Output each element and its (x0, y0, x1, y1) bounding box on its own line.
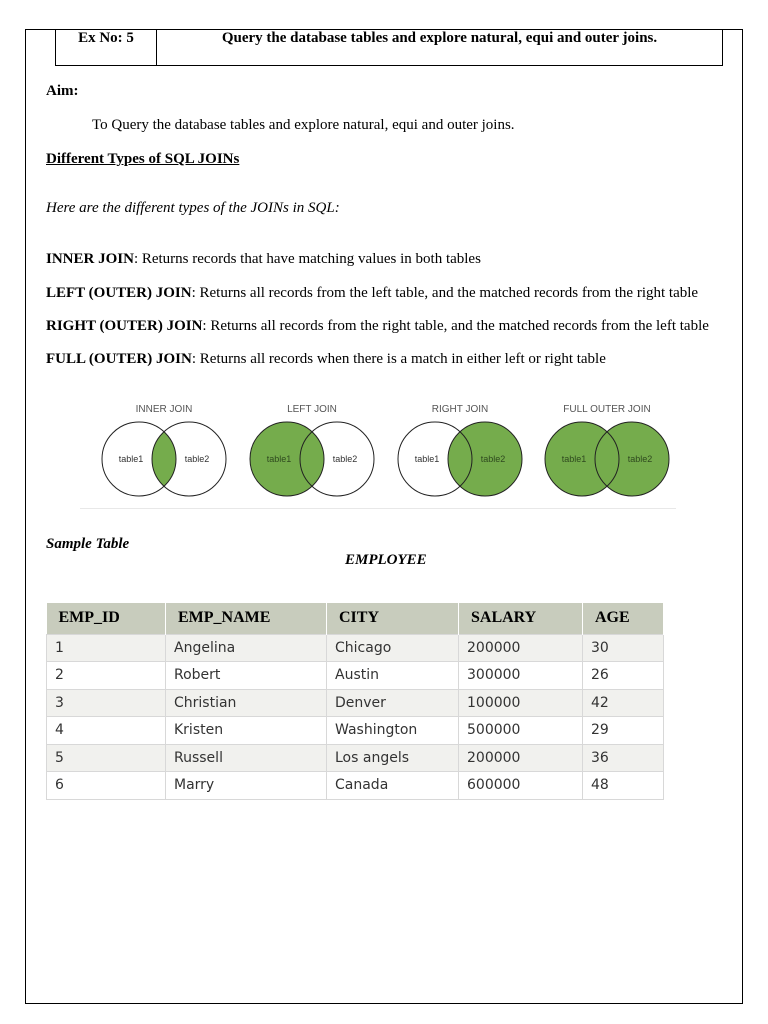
venn-left-join (250, 404, 374, 496)
table-cell: 26 (583, 662, 664, 690)
table-cell: 3 (47, 689, 166, 717)
table-cell: 30 (583, 634, 664, 662)
venn-title: INNER JOIN (135, 404, 193, 415)
join-desc: : Returns all records from the right table, and the matched records from the left table (202, 318, 709, 334)
diagram-divider (80, 508, 676, 509)
venn-left-label: table1 (266, 454, 292, 464)
table-cell: Washington (327, 717, 459, 745)
employee-table-title: EMPLOYEE (345, 552, 427, 568)
table-cell: Christian (166, 689, 327, 717)
aim-heading: Aim: (46, 83, 79, 99)
venn-inner-join (102, 404, 226, 496)
table-row (47, 689, 664, 717)
join-def-right (46, 318, 709, 335)
sample-table-label: Sample Table (46, 536, 130, 552)
join-name: RIGHT (OUTER) JOIN (46, 318, 203, 334)
table-cell: 6 (47, 772, 166, 800)
table-header-row (47, 603, 664, 634)
table-cell: 300000 (459, 662, 583, 690)
table-cell: Los angels (327, 744, 459, 772)
join-desc: : Returns all records when there is a match in either left or right table (191, 351, 606, 367)
column-header: SALARY (459, 603, 583, 634)
table-cell: 500000 (459, 717, 583, 745)
employee-table (46, 603, 664, 800)
table-cell: 48 (583, 772, 664, 800)
venn-title: FULL OUTER JOIN (563, 404, 651, 415)
venn-right-join (398, 404, 522, 496)
join-def-full (46, 351, 606, 368)
table-cell: 5 (47, 744, 166, 772)
join-name: LEFT (OUTER) JOIN (46, 285, 192, 301)
aim-text: To Query the database tables and explore natural, equi and outer joins. (92, 117, 515, 133)
join-desc: : Returns all records from the left table, and the matched records from the right table (191, 285, 699, 301)
table-row (47, 717, 664, 745)
table-cell: Chicago (327, 634, 459, 662)
table-cell: 1 (47, 634, 166, 662)
venn-left-label: table1 (118, 454, 144, 464)
table-cell: Kristen (166, 717, 327, 745)
table-row (47, 772, 664, 800)
venn-right-label: table2 (480, 454, 506, 464)
join-def-inner (46, 251, 481, 268)
table-cell: 29 (583, 717, 664, 745)
table-row (47, 662, 664, 690)
table-cell: Angelina (166, 634, 327, 662)
table-cell: Robert (166, 662, 327, 690)
table-cell: 2 (47, 662, 166, 690)
table-row (47, 634, 664, 662)
table-cell: 42 (583, 689, 664, 717)
column-header: CITY (327, 603, 459, 634)
venn-right-label: table2 (184, 454, 210, 464)
venn-title: RIGHT JOIN (431, 404, 489, 415)
venn-svg (80, 398, 676, 510)
table-cell: Marry (166, 772, 327, 800)
table-cell: 4 (47, 717, 166, 745)
table-cell: 100000 (459, 689, 583, 717)
table-cell: 36 (583, 744, 664, 772)
column-header: AGE (583, 603, 664, 634)
table-cell: 200000 (459, 744, 583, 772)
join-def-left (46, 285, 698, 302)
join-venn-diagrams (80, 398, 676, 510)
table-cell: Russell (166, 744, 327, 772)
table-cell: 200000 (459, 634, 583, 662)
join-desc: : Returns records that have matching values in both tables (133, 251, 481, 267)
table-cell: Austin (327, 662, 459, 690)
table-cell: Denver (327, 689, 459, 717)
join-name: INNER JOIN (46, 251, 134, 267)
page-border (25, 29, 743, 1004)
venn-full-join (545, 404, 669, 496)
section-heading: Different Types of SQL JOINs (46, 151, 240, 167)
exercise-number: Ex No: 5 (56, 29, 157, 65)
column-header: EMP_NAME (166, 603, 327, 634)
exercise-title: Query the database tables and explore natural, equi and outer joins. (221, 30, 658, 46)
venn-right-label: table2 (332, 454, 358, 464)
venn-left-label: table1 (414, 454, 440, 464)
column-header: EMP_ID (47, 603, 166, 634)
table-cell: Canada (327, 772, 459, 800)
table-row (47, 744, 664, 772)
exercise-header (55, 29, 723, 66)
table-cell: 600000 (459, 772, 583, 800)
table-body (47, 634, 664, 799)
join-name: FULL (OUTER) JOIN (46, 351, 192, 367)
venn-title: LEFT JOIN (287, 404, 337, 415)
section-intro: Here are the different types of the JOINs in SQL: (46, 200, 340, 216)
venn-right-label: table2 (627, 454, 653, 464)
venn-left-label: table1 (561, 454, 587, 464)
